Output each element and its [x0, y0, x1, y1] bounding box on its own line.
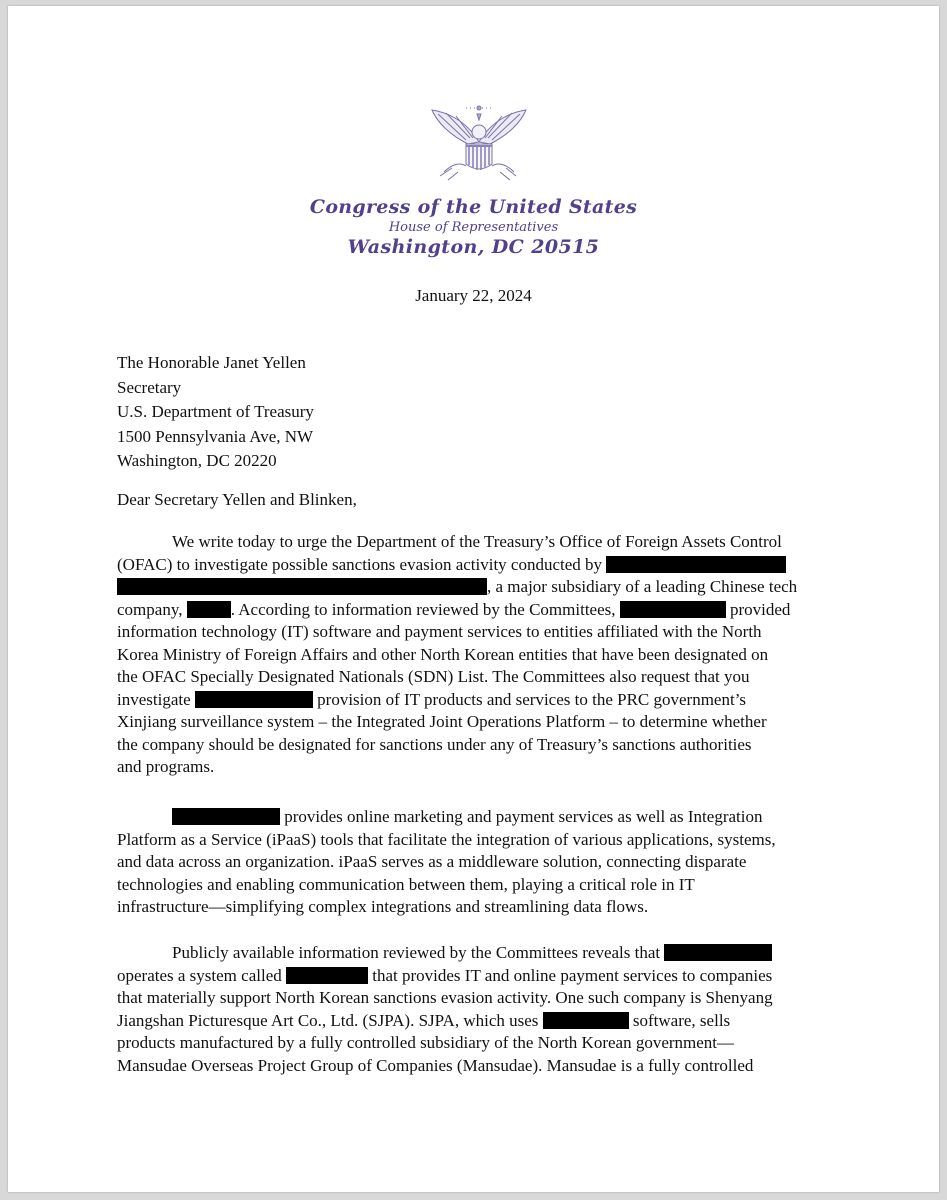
text-span: provided — [730, 599, 791, 619]
paragraph-line: Platform as a Service (iPaaS) tools that facilitate the integration of various applications, systems, — [117, 829, 776, 849]
recipient-org: U.S. Department of Treasury — [117, 402, 314, 421]
text-span: operates a system called — [117, 965, 282, 985]
paragraph-line: technologies and enabling communication between them, playing a critical role in IT — [117, 874, 695, 894]
paragraph-line — [117, 554, 797, 577]
letterhead-house: House of Representatives — [388, 220, 559, 235]
paragraph-line: infrastructure—simplifying complex integrations and streamlining data flows. — [117, 897, 649, 916]
recipient-street: 1500 Pennsylvania Ave, NW — [117, 426, 314, 446]
redaction-bar — [172, 808, 280, 825]
text-span: provides online marketing and payment services as well as Integration — [284, 807, 763, 826]
text-span: , a major subsidiary of a leading Chinese tech — [487, 577, 798, 596]
paragraph-line — [117, 576, 797, 599]
redaction-bar — [543, 1012, 629, 1029]
paragraph-line — [117, 806, 776, 829]
paragraph-1 — [117, 531, 797, 779]
paragraph-line: products manufactured by a fully controlled subsidiary of the North Korean government— — [117, 1033, 735, 1052]
text-span: provision of IT products and services to the PRC government’s — [317, 689, 747, 709]
text-span: . According to information reviewed by the Committees, — [230, 599, 616, 619]
text-span: that provides IT and online payment services to companies — [372, 965, 773, 985]
paragraph-line: the company should be designated for sanctions under any of Treasury’s sanctions authorities — [117, 734, 752, 754]
recipient-name: The Honorable Janet Yellen — [117, 353, 306, 372]
paragraph-line: information technology (IT) software and payment services to entities affiliated with the North — [117, 622, 762, 641]
paragraph-line: We write today to urge the Department of the Treasury’s Office of Foreign Assets Control — [172, 532, 782, 551]
redaction-bar — [195, 691, 313, 708]
redaction-bar — [664, 944, 772, 961]
text-span: (OFAC) to investigate possible sanctions evasion activity conducted by — [117, 554, 603, 574]
redaction-bar — [620, 601, 726, 618]
paragraph-line: and data across an organization. iPaaS serves as a middleware solution, connecting disparate — [117, 852, 747, 871]
paragraph-3 — [117, 942, 773, 1077]
salutation: Dear Secretary Yellen and Blinken, — [117, 490, 357, 509]
paragraph-line: the OFAC Specially Designated Nationals (SDN) List. The Committees also request that you — [117, 667, 750, 686]
paragraph-line — [117, 942, 773, 965]
paragraph-line — [117, 965, 773, 988]
text-span: Publicly available information reviewed by the Committees reveals that — [172, 943, 661, 962]
recipient-city: Washington, DC 20220 — [117, 451, 277, 470]
paragraph-line: Mansudae Overseas Project Group of Companies (Mansudae). Mansudae is a fully controlled — [117, 1055, 754, 1075]
redaction-bar — [187, 601, 231, 618]
paragraph-line: Xinjiang surveillance system – the Integrated Joint Operations Platform – to determine whether — [117, 712, 767, 731]
text-span: investigate — [117, 689, 191, 709]
paragraph-line: that materially support North Korean sanctions evasion activity. One such company is Shenyang — [117, 988, 773, 1007]
paragraph-2 — [117, 806, 776, 919]
paragraph-line: and programs. — [117, 757, 215, 776]
paragraph-line — [117, 689, 797, 712]
letter-date: January 22, 2024 — [415, 286, 532, 305]
letterhead-city: Washington, DC 20515 — [347, 236, 600, 258]
paragraph-line — [117, 1010, 773, 1033]
recipient-title: Secretary — [117, 377, 182, 397]
paragraph-line — [117, 599, 797, 622]
text-span: company, — [117, 599, 183, 619]
house-seal-eagle-icon — [426, 102, 532, 192]
paragraph-line: Korea Ministry of Foreign Affairs and other North Korean entities that have been designated on — [117, 644, 769, 664]
redaction-bar — [286, 967, 368, 984]
recipient-address — [117, 351, 314, 474]
letter-page — [8, 6, 939, 1192]
redaction-bar — [606, 556, 786, 573]
redaction-bar — [117, 578, 487, 595]
text-span: Jiangshan Picturesque Art Co., Ltd. (SJPA). SJPA, which uses — [117, 1010, 539, 1030]
text-span: software, sells — [632, 1010, 731, 1030]
letterhead-congress: Congress of the United States — [309, 196, 638, 218]
